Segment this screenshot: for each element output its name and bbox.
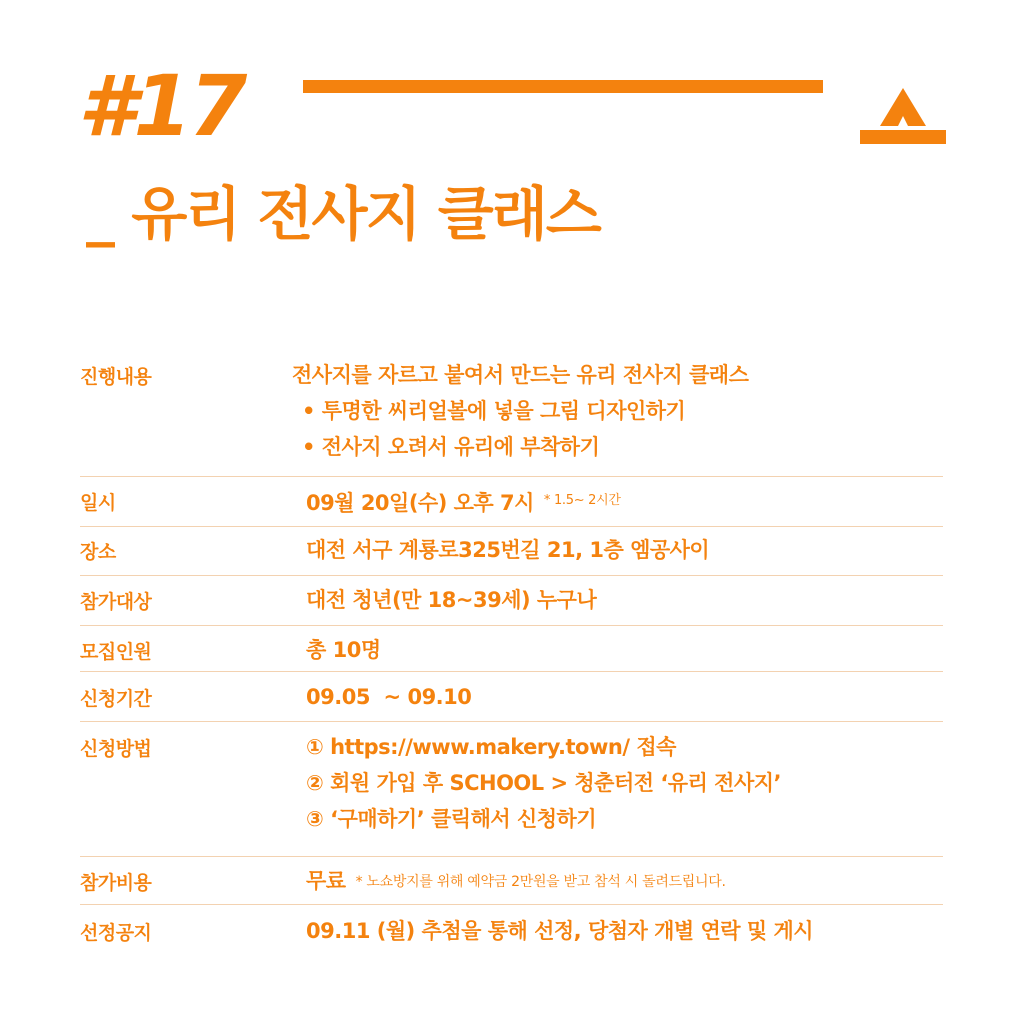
row-value: [306, 868, 726, 904]
divider: [80, 671, 943, 672]
method-step: ① https://www.makery.town/ 접속: [306, 735, 676, 759]
row-label: 일시: [80, 492, 116, 514]
row-value: [306, 734, 781, 842]
divider: [80, 476, 943, 477]
divider: [80, 526, 943, 527]
divider: [80, 904, 943, 905]
row-label: 진행내용: [80, 366, 152, 388]
row-value: [306, 587, 596, 623]
divider: [80, 856, 943, 857]
content-line: 전사지를 자르고 붙여서 만드는 유리 전사지 클래스: [292, 363, 749, 387]
method-step: ③ ‘구매하기’ 클릭해서 신청하기: [306, 807, 597, 831]
row-label: 선정공지: [80, 922, 152, 944]
place-value: 대전 서구 계룡로325번길 21, 1층 엠공사이: [306, 538, 710, 562]
row-label: 신청방법: [80, 738, 152, 760]
row-value: [306, 684, 471, 720]
divider: [80, 625, 943, 626]
row-value: [306, 488, 621, 524]
divider: [80, 721, 943, 722]
content-bullet: • 투명한 씨리얼볼에 넣을 그림 디자인하기: [302, 399, 686, 423]
row-value: [306, 537, 709, 573]
logo-icon: [858, 86, 948, 146]
row-label: 참가비용: [80, 872, 152, 894]
row-label: 장소: [80, 541, 116, 563]
datetime-value: 09월 20일(수) 오후 7시: [306, 491, 534, 515]
fee-note: * 노쇼방지를 위해 예약금 2만원을 받고 참석 시 돌려드립니다.: [355, 874, 726, 890]
capacity-value: 총 10명: [306, 638, 381, 662]
method-step: ② 회원 가입 후 SCHOOL > 청춘터전 ‘유리 전사지’: [306, 771, 782, 795]
fee-value: 무료: [306, 869, 346, 893]
duration-note: * 1.5~ 2시간: [543, 493, 621, 508]
period-value: 09.05 ~ 09.10: [306, 685, 472, 709]
row-value: [306, 637, 381, 673]
event-number: #17: [78, 57, 245, 155]
row-label: 모집인원: [80, 641, 152, 663]
row-value: [306, 918, 813, 954]
page-title: _ 유리 전사지 클래스: [86, 180, 600, 248]
target-value: 대전 청년(만 18~39세) 누구나: [306, 588, 597, 612]
content-bullet: • 전사지 오려서 유리에 부착하기: [302, 435, 600, 459]
divider: [80, 575, 943, 576]
header-bar: [303, 80, 823, 93]
row-label: 신청기간: [80, 688, 152, 710]
row-label: 참가대상: [80, 591, 152, 613]
row-value: [292, 362, 748, 470]
announcement-value: 09.11 (월) 추첨을 통해 선정, 당첨자 개별 연락 및 게시: [306, 919, 814, 943]
